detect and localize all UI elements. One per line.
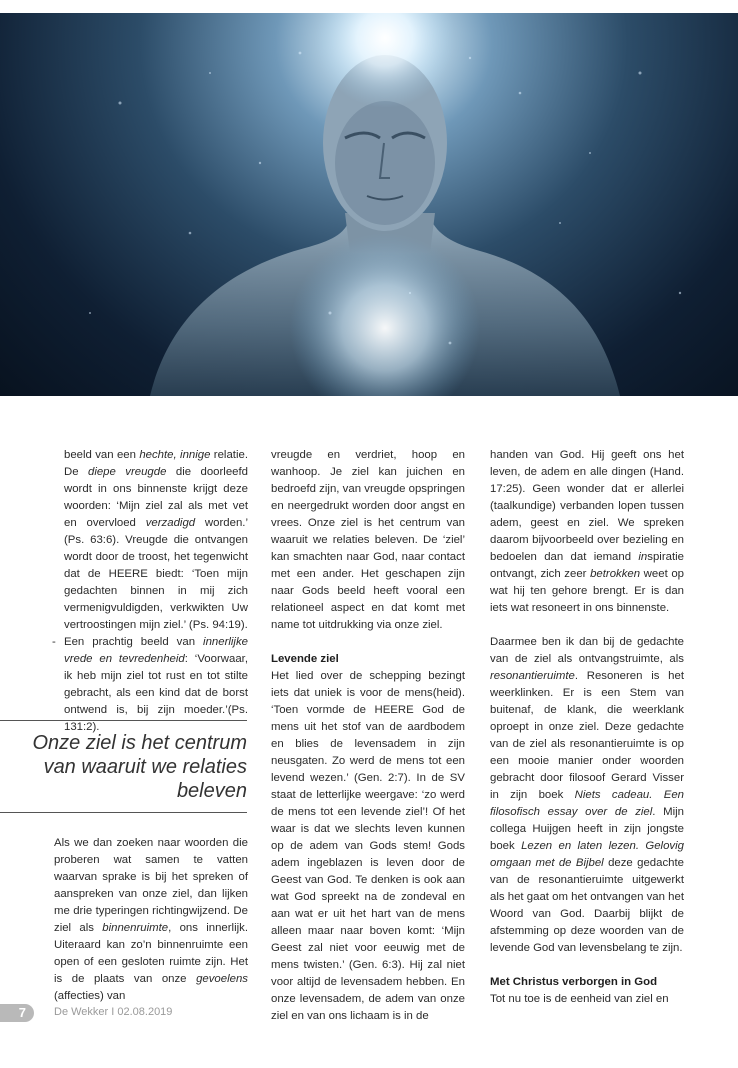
text: weet op wat hij ten gehore brengt. Er is dan iets wat resoneert in ons binnenste. bbox=[490, 568, 685, 614]
text: relatie. De bbox=[64, 449, 248, 478]
column-1-bottom bbox=[54, 835, 248, 1005]
text: Als we dan zoeken naar woorden die proberen wat samen te vatten waarvan sprake is bij het spreken of aanspreken van onze ziel, dan lijken me drie typeringen richtingwijzend. De ziel als bbox=[54, 837, 248, 934]
text: die doorleefd wordt in ons binnenste krijgt deze woorden: ‘Mijn ziel zal als met vet en overvloed bbox=[64, 466, 248, 529]
dash-bullet: - bbox=[52, 636, 56, 648]
text: : ‘Voorwaar, ik heb mijn ziel tot rust en tot stilte gebracht, als een kind dat de borst ontwend is, bij zijn moeder.’(Ps. 131:2). bbox=[64, 653, 248, 733]
text: worden.’ (Ps. 63:6). Vreugde die ontvangen wordt door de troost, het tegenwicht dat de HEERE biedt: ‘Toen mijn gedachten binnen in mij zich vermenigvuldigden, verkwikten Uw vertroostingen mijn ziel.’ (Ps. 94:19). bbox=[64, 517, 248, 631]
publication-info: De Wekker I 02.08.2019 bbox=[54, 1006, 173, 1018]
paragraph: vreugde en verdriet, hoop en wanhoop. Je ziel kan juichen en bedroefd zijn, van vreugde opspringen en neergedrukt worden door angst en vrees. Onze ziel is het centrum van waaruit we relaties beleven. De ‘ziel’ kan smachten naar God, naar contact met een ander. Het geschapen zijn naar Gods beeld heeft vooral een relationeel aspect en dat komt met name tot uitdrukking via onze ziel. bbox=[271, 449, 465, 631]
column-1 bbox=[54, 447, 248, 736]
text-emphasis: Lezen en laten lezen. Gelovig omgaan met de Bijbel bbox=[490, 840, 684, 869]
text: Daarmee ben ik dan bij de gedachte van de ziel als ontvangstruimte, als bbox=[490, 636, 684, 665]
paragraph: Tot nu toe is de eenheid van ziel en bbox=[490, 993, 669, 1005]
page-footer bbox=[0, 1004, 300, 1022]
column-2 bbox=[271, 447, 465, 1042]
text-emphasis: in bbox=[638, 551, 648, 563]
text-emphasis: diepe vreugde bbox=[87, 466, 167, 478]
text: . Resoneren is het weerklinken. Er is een Stem van buitenaf, de klank, die weerklank oproept in onze ziel. Deze gedachte van de ziel als resonantieruimte is op een mooie manier onder woorden gebracht door filosoof Gerard Visser in zijn boek bbox=[490, 670, 684, 801]
paragraph bbox=[490, 447, 684, 617]
page-number-tab bbox=[0, 1004, 34, 1022]
paragraph bbox=[490, 634, 684, 957]
section-heading: Levende ziel bbox=[271, 653, 339, 665]
pull-quote bbox=[0, 720, 247, 813]
text-emphasis: Niets cadeau. Een filosofisch essay over de ziel bbox=[490, 789, 684, 818]
text: deze gedachte van de resonantieruimte uitgewerkt als het gaat om het ontvangen van het Woord van God. Daarbij blijkt de afstemming op deze woorden van de levende God van levensbelang te zijn. bbox=[490, 857, 684, 954]
text: . Mijn collega Huijgen heeft in zijn jongste boek bbox=[490, 806, 684, 852]
text-emphasis: gevoelens bbox=[196, 973, 248, 985]
text-emphasis: verzadigd bbox=[145, 517, 196, 529]
text: handen van God. Hij geeft ons het leven, de adem en alle dingen (Hand. 17:25). Geen wonder dat er allerlei (taalkundige) verbanden lopen tussen adem, geest en ziel. We spreken daarom bijvoorbeeld over bezieling en bedoelen dan dat iemand bbox=[490, 449, 684, 563]
text: beeld van een bbox=[64, 449, 140, 461]
page-number: 7 bbox=[18, 1005, 26, 1020]
text: (affecties) van bbox=[54, 990, 126, 1002]
text-emphasis: binnenruimte bbox=[102, 922, 169, 934]
pull-quote-text: Onze ziel is het centrum van waaruit we relaties beleven bbox=[32, 732, 247, 802]
paragraph: Het lied over de schepping bezingt iets dat uniek is voor de mens(heid). ‘Toen vormde de HEERE God de mens uit het stof van de aardbodem en blies de levensadem in zijn neusgaten. Zo werd de mens tot een levend wezen.’ (Gen. 2:7). In de SV staat de letterlijke weergave: ‘zo werd de mens tot een levende ziel’! Of het waar is dat we slechts leven kunnen op de adem van Gods stem! Gods adem ingeblazen is leven door de Geest van God. Te denken is ook aan wat God spreekt na de zondeval en aan wat er uit het hart van de mens alleen maar naar boven komt: ‘Mijn Geest zal niet voor eeuwig met de mens twisten.’ (Gen. 6:3). Hij zal niet voor altijd de levensadem hebben. En onze levensadem, de adem van onze ziel en van ons lichaam is in de bbox=[271, 670, 465, 1022]
column-3 bbox=[490, 447, 684, 1008]
paragraph bbox=[54, 835, 248, 1005]
text: spiratie ontvangt, zich zeer bbox=[490, 551, 684, 580]
paragraph bbox=[54, 447, 248, 634]
text-emphasis: betrokken bbox=[590, 568, 641, 580]
text-emphasis: resonantieruimte bbox=[490, 670, 575, 682]
text: Een prachtig beeld van bbox=[64, 636, 204, 648]
section-heading: Met Christus verborgen in God bbox=[490, 976, 658, 988]
text: , ons innerlijk. Uiteraard kan zo’n binnenruimte een open of een gesloten ruimte zijn. Het is de plaats van onze bbox=[54, 922, 249, 985]
text-emphasis: innerlijke vrede en tevredenheid bbox=[64, 636, 248, 665]
glowing-human-figure bbox=[0, 13, 738, 396]
text-emphasis: hechte, innige bbox=[139, 449, 211, 461]
hero-image bbox=[0, 13, 738, 396]
